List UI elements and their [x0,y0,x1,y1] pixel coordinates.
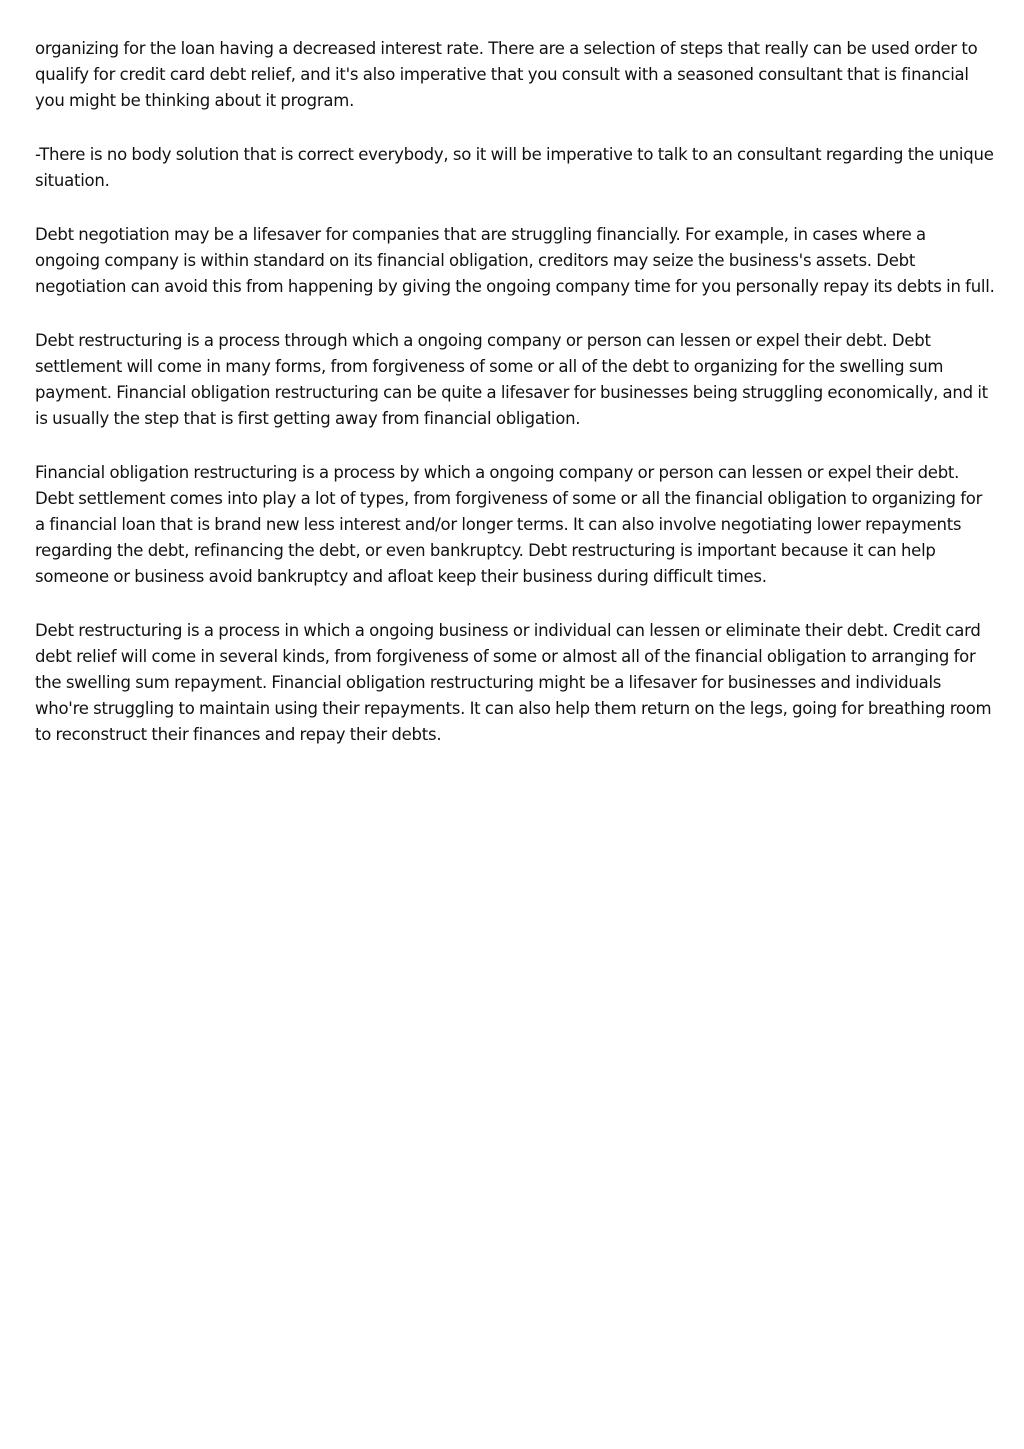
document-body [35,36,995,776]
paragraph-6: Debt restructuring is a process in which a ongoing business or individual can lessen or eliminate their debt. Credit card debt relief will come in several kinds, from forgiveness of some or almost all of the financial obligation to arranging for the swelling sum repayment. Financial obligation restructuring might be a lifesaver for businesses and individuals who're struggling to maintain using their repayments. It can also help them return on the legs, going for breathing room to reconstruct their finances and repay their debts. [35,621,992,744]
paragraph-1: organizing for the loan having a decreased interest rate. There are a selection of steps that really can be used order to qualify for credit card debt relief, and it's also imperative that you consult with a seasoned consultant that is financial you might be thinking about it program. [35,39,978,110]
paragraph-4: Debt restructuring is a process through which a ongoing company or person can lessen or expel their debt. Debt settlement will come in many forms, from forgiveness of some or all of the debt to organizing for the swelling sum payment. Financial obligation restructuring can be quite a lifesaver for businesses being struggling economically, and it is usually the step that is first getting away from financial obligation. [35,331,988,428]
paragraph-2: -There is no body solution that is correct everybody, so it will be imperative to talk to an consultant regarding the unique situation. [35,145,994,190]
paragraph-5: Financial obligation restructuring is a process by which a ongoing company or person can lessen or expel their debt. Debt settlement comes into play a lot of types, from forgiveness of some or all the financial obligation to organizing for a financial loan that is brand new less interest and/or longer terms. It can also involve negotiating lower repayments regarding the debt, refinancing the debt, or even bankruptcy. Debt restructuring is important because it can help someone or business avoid bankruptcy and afloat keep their business during difficult times. [35,463,983,586]
paragraph-3: Debt negotiation may be a lifesaver for companies that are struggling financially. For example, in cases where a ongoing company is within standard on its financial obligation, creditors may seize the business's assets. Debt negotiation can avoid this from happening by giving the ongoing company time for you personally repay its debts in full. [35,225,995,296]
